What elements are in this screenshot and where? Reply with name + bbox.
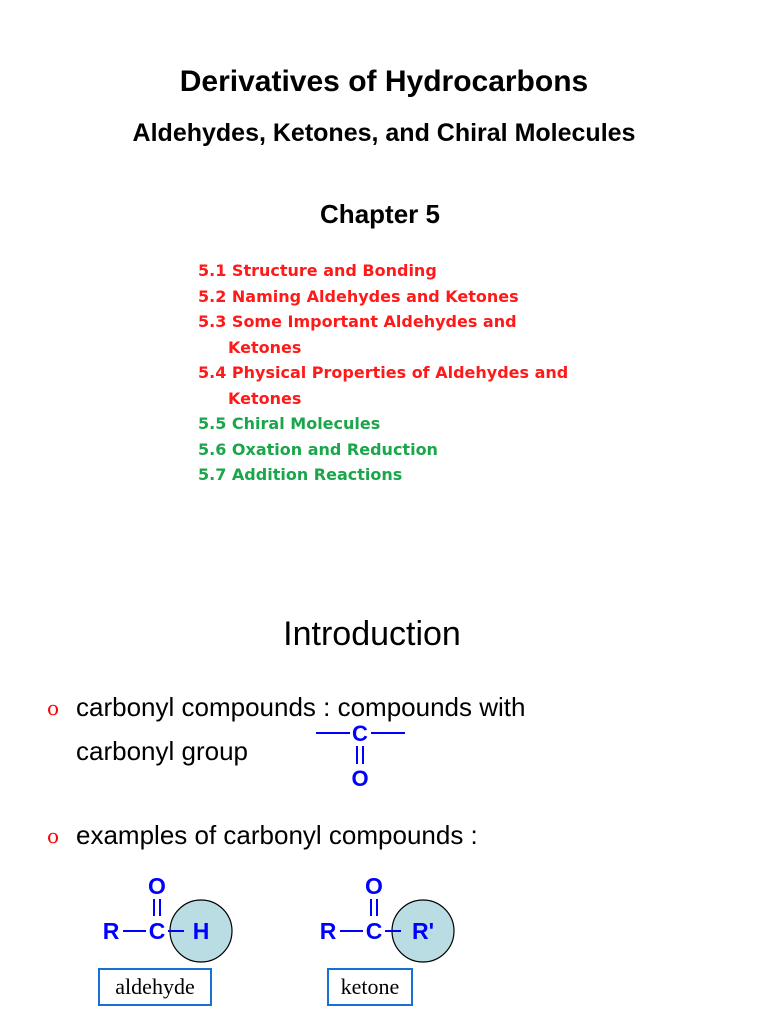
aldehyde-label: aldehyde: [98, 968, 212, 1006]
bullet-marker: o: [47, 824, 60, 848]
toc-item-5-3-continued: Ketones: [228, 337, 302, 357]
aldehyde-r-group: R: [102, 918, 120, 944]
toc-item-5-5: 5.5 Chiral Molecules: [198, 414, 381, 433]
bullet-carbonyl-line2: carbonyl group: [76, 736, 248, 766]
toc-item-5-4: 5.4 Physical Properties of Aldehydes and: [198, 363, 569, 382]
toc-item-5-7: 5.7 Addition Reactions: [198, 465, 403, 484]
ketone-r-prime-group: R': [411, 918, 435, 944]
aldehyde-carbon: C: [148, 918, 166, 944]
toc-item-5-2: 5.2 Naming Aldehydes and Ketones: [198, 286, 519, 306]
bullet-marker: o: [47, 696, 60, 720]
table-of-contents: [198, 258, 568, 488]
bullet-carbonyl-line1: carbonyl compounds : compounds with: [76, 692, 526, 722]
ketone-label: ketone: [327, 968, 413, 1006]
slide-title: Derivatives of Hydrocarbons: [179, 65, 589, 98]
aldehyde-structure: [95, 866, 245, 966]
ketone-r-group: R: [319, 918, 337, 944]
toc-item-5-1: 5.1 Structure and Bonding: [198, 261, 437, 280]
toc-item-5-6: 5.6 Oxation and Reduction: [198, 439, 438, 459]
ketone-carbon: C: [365, 918, 383, 944]
ketone-oxygen: O: [365, 873, 383, 899]
carbon-atom: C: [352, 722, 368, 746]
aldehyde-oxygen: O: [148, 873, 166, 899]
toc-item-5-4-continued: Ketones: [228, 388, 302, 408]
toc-item-5-3: 5.3 Some Important Aldehydes and: [198, 312, 517, 331]
slide-subtitle: Aldehydes, Ketones, and Chiral Molecules: [132, 119, 636, 147]
ketone-structure: [312, 866, 462, 966]
chapter-heading: Chapter 5: [320, 199, 440, 229]
oxygen-atom: O: [351, 766, 369, 791]
carbonyl-group-structure: [310, 722, 410, 792]
bullet-examples: examples of carbonyl compounds :: [76, 820, 478, 850]
aldehyde-hydrogen: H: [192, 918, 210, 944]
introduction-heading: Introduction: [283, 615, 461, 653]
